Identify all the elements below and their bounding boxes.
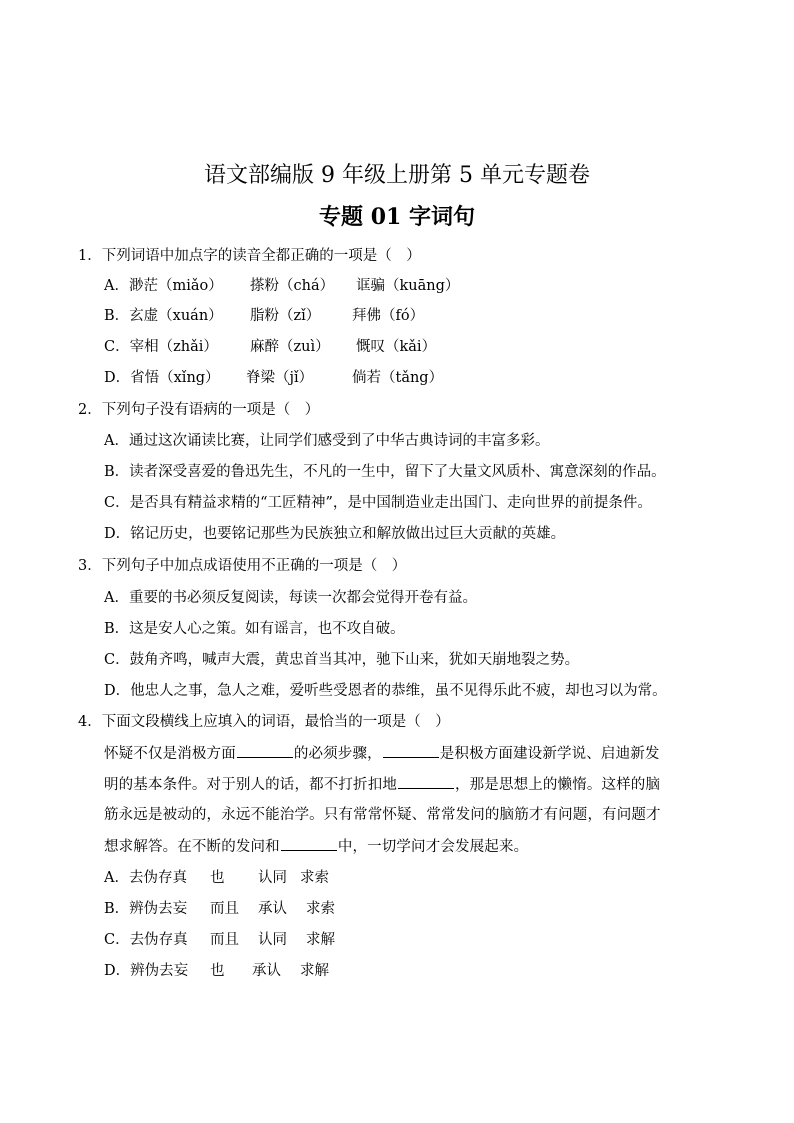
q2-stem: 2．下列句子没有语病的一项是（ ） [78, 402, 320, 418]
q4-b-term-2: 而且 [210, 901, 239, 917]
q4-passage-text: 想求解答。在不断的发问和 [104, 839, 280, 855]
q4-passage-line-4 [104, 836, 528, 857]
q4-passage-text: 怀疑不仅是消极方面 [104, 746, 236, 762]
blank-3 [398, 774, 454, 789]
q4-passage-text: 是积极方面建设新学说、启迪新发 [439, 746, 660, 762]
q4-passage-text: 的必须步骤， [293, 746, 382, 762]
q1-d-word-3: 倘若（tǎng） [352, 370, 444, 386]
q2-option-b: B．读者深受喜爱的鲁迅先生，不凡的一生中，留下了大量文风质朴、寓意深刻的作品。 [104, 464, 666, 480]
q4-d-term-1: D．辨伪去妄 [104, 963, 189, 979]
q4-b-term-4: 求索 [306, 901, 335, 917]
q3-stem: 3．下列句子中加点成语使用不正确的一项是（ ） [78, 558, 407, 574]
q4-passage-text: 明的基本条件。对于别人的话，都不打折扣地 [104, 777, 397, 793]
q4-b-term-1: B．辨伪去妄 [104, 901, 188, 917]
q2-option-a: A．通过这次诵读比赛，让同学们感受到了中华古典诗词的丰富多彩。 [104, 433, 550, 449]
q4-c-term-3: 认同 [258, 932, 287, 948]
q1-b-word-1: B．玄虚（xuán） [104, 308, 223, 324]
q4-passage-line-1 [104, 743, 660, 764]
q4-d-term-4: 求解 [300, 963, 329, 979]
q4-passage-text: ，那是思想上的懒惰。这样的脑 [455, 777, 661, 793]
q1-a-word-1: A．渺茫（miǎo） [104, 278, 223, 294]
q3-option-b: B．这是安人心之策。如有谣言，也不攻自破。 [104, 621, 405, 637]
q2-option-c: C．是否具有精益求精的“工匠精神”，是中国制造业走出国门、走向世界的前提条件。 [104, 495, 652, 511]
q1-c-word-1: C．宰相（zhǎi） [104, 339, 218, 355]
q4-a-term-3: 认同 [258, 870, 287, 886]
q4-a-term-1: A．去伪存真 [104, 870, 187, 886]
q2-option-d: D．铭记历史，也要铭记那些为民族独立和解放做出过巨大贡献的英雄。 [104, 526, 566, 542]
q3-option-d: D．他忠人之事，急人之难，爱听些受恩者的恭维，虽不见得乐此不疲，却也习以为常。 [104, 683, 667, 699]
q4-a-term-4: 求索 [300, 870, 329, 886]
q4-c-term-2: 而且 [210, 932, 239, 948]
q4-a-term-2: 也 [210, 870, 225, 886]
q1-stem: 1．下列词语中加点字的读音全都正确的一项是（ ） [78, 248, 421, 264]
blank-2 [383, 743, 439, 758]
q1-a-word-2: 搽粉（chá） [250, 278, 335, 294]
q4-passage-line-3: 筋永远是被动的，永远不能治学。只有常常怀疑、常常发问的脑筋才有问题，有问题才 [104, 807, 661, 823]
q1-c-word-2: 麻醉（zuì） [250, 339, 330, 355]
q1-a-word-3: 诓骗（kuāng） [356, 278, 460, 294]
q1-b-word-3: 拜佛（fó） [352, 308, 425, 324]
q4-c-term-4: 求解 [306, 932, 335, 948]
q4-d-term-3: 承认 [252, 963, 281, 979]
q4-c-term-1: C．去伪存真 [104, 932, 188, 948]
q1-c-word-3: 慨叹（kǎi） [356, 339, 437, 355]
q4-b-term-3: 承认 [258, 901, 287, 917]
q3-option-a: A．重要的书必须反复阅读，每读一次都会觉得开卷有益。 [104, 590, 477, 606]
q4-passage-line-2 [104, 774, 660, 795]
q3-option-c: C．鼓角齐鸣，喊声大震，黄忠首当其冲，驰下山来，犹如天崩地裂之势。 [104, 652, 580, 668]
q1-b-word-2: 脂粉（zǐ） [250, 308, 321, 324]
blank-1 [237, 743, 293, 758]
q4-passage-text: 中，一切学问才会发展起来。 [337, 839, 529, 855]
document-title: 语文部编版 9 年级上册第 5 单元专题卷 [204, 163, 590, 188]
q4-stem: 4．下面文段横线上应填入的词语，最恰当的一项是（ ） [78, 714, 450, 730]
q4-d-term-2: 也 [210, 963, 225, 979]
document-subtitle: 专题 01 字词句 [319, 204, 475, 230]
q1-d-word-2: 脊梁（jǐ） [246, 370, 314, 386]
blank-4 [281, 836, 337, 851]
q1-d-word-1: D．省悟（xǐng） [104, 370, 220, 386]
